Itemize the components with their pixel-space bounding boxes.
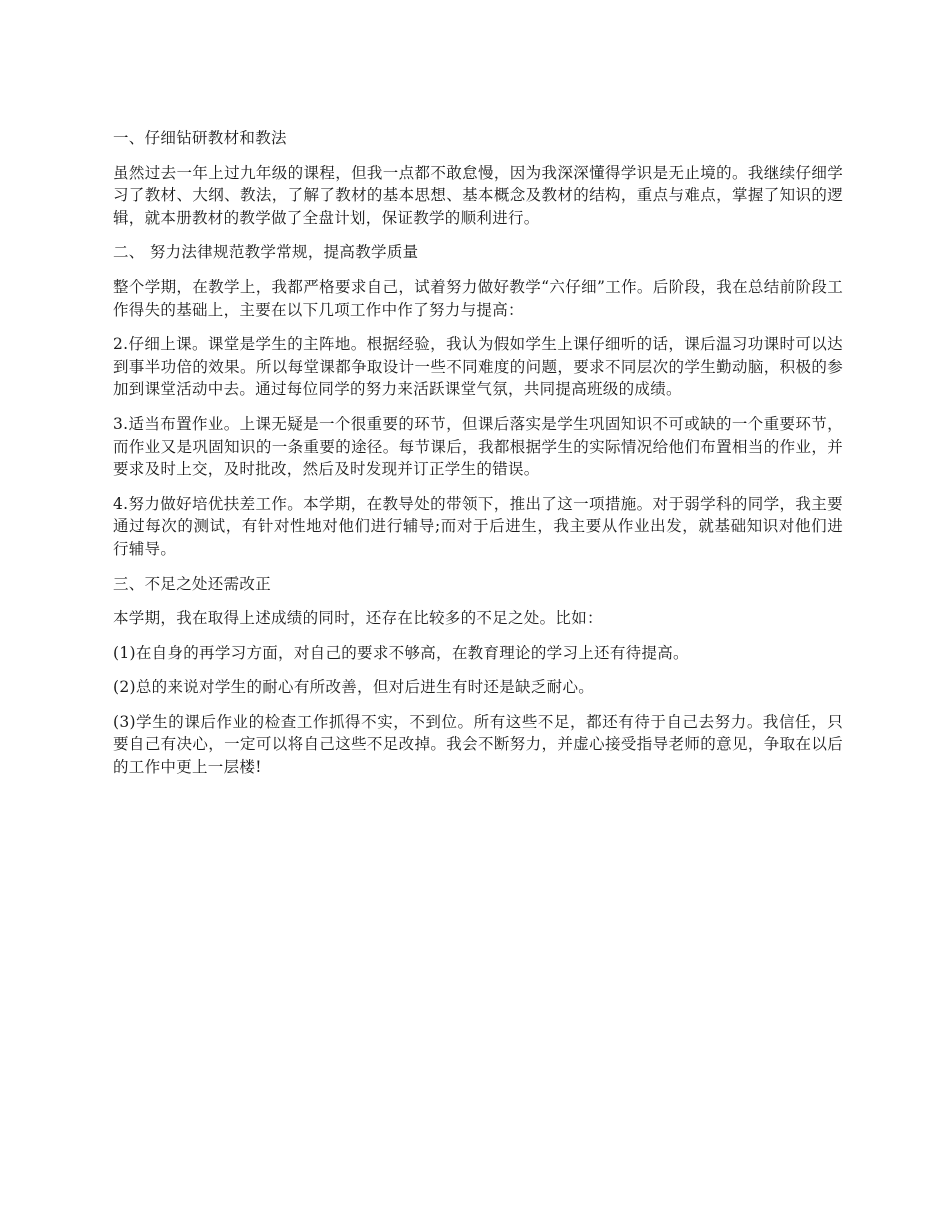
- section-heading-1: 一、仔细钻研教材和教法: [113, 129, 287, 147]
- document-body: [113, 127, 843, 791]
- list-item: 4.努力做好培优扶差工作。本学期，在教导处的带领下，推出了这一项措施。对于弱学科的同学，我主要通过每次的测试，有针对性地对他们进行辅导;而对于后进生，我主要从作业出发，就基础知识对他们进行辅导。: [113, 494, 843, 558]
- section-heading-2: 二、 努力法律规范教学常规，提高教学质量: [113, 243, 419, 262]
- list-item: (3)学生的课后作业的检查工作抓得不实，不到位。所有这些不足，都还有待于自己去努力。我信任，只要自己有决心，一定可以将自己这些不足改掉。我会不断努力，并虚心接受指导老师的意见，争取在以后的工作中更上一层楼!: [113, 712, 843, 777]
- list-item: 2.仔细上课。课堂是学生的主阵地。根据经验，我认为假如学生上课仔细听的话，课后温习功课时可以达到事半功倍的效果。所以每堂课都争取设计一些不同难度的问题，要求不同层次的学生勤动脑，积极的参加到课堂活动中去。通过每位同学的努力来活跃课堂气氛，共同提高班级的成绩。: [113, 335, 843, 399]
- section-heading-3: 三、不足之处还需改正: [113, 574, 272, 593]
- list-item: 3.适当布置作业。上课无疑是一个很重要的环节，但课后落实是学生巩固知识不可或缺的一个重要环节，而作业又是巩固知识的一条重要的途径。每节课后，我都根据学生的实际情况给他们布置相当的作业，并要求及时上交，及时批改，然后及时发现并订正学生的错误。: [113, 414, 843, 479]
- list-item: (1)在自身的再学习方面，对自己的要求不够高，在教育理论的学习上还有待提高。: [113, 643, 689, 662]
- paragraph: 整个学期，在教学上，我都严格要求自己，试着努力做好教学“六仔细”工作。后阶段，我在总结前阶段工作得失的基础上，主要在以下几项工作中作了努力与提高：: [113, 277, 843, 319]
- paragraph: 虽然过去一年上过九年级的课程，但我一点都不敢怠慢，因为我深深懂得学识是无止境的。我继续仔细学习了教材、大纲、教法，了解了教材的基本思想、基本概念及教材的结构，重点与难点，掌握了知识的逻辑，就本册教材的教学做了全盘计划，保证教学的顺利进行。: [113, 163, 843, 227]
- list-item: (2)总的来说对学生的耐心有所改善，但对后进生有时还是缺乏耐心。: [113, 678, 595, 697]
- paragraph: 本学期，我在取得上述成绩的同时，还存在比较多的不足之处。比如：: [113, 609, 603, 628]
